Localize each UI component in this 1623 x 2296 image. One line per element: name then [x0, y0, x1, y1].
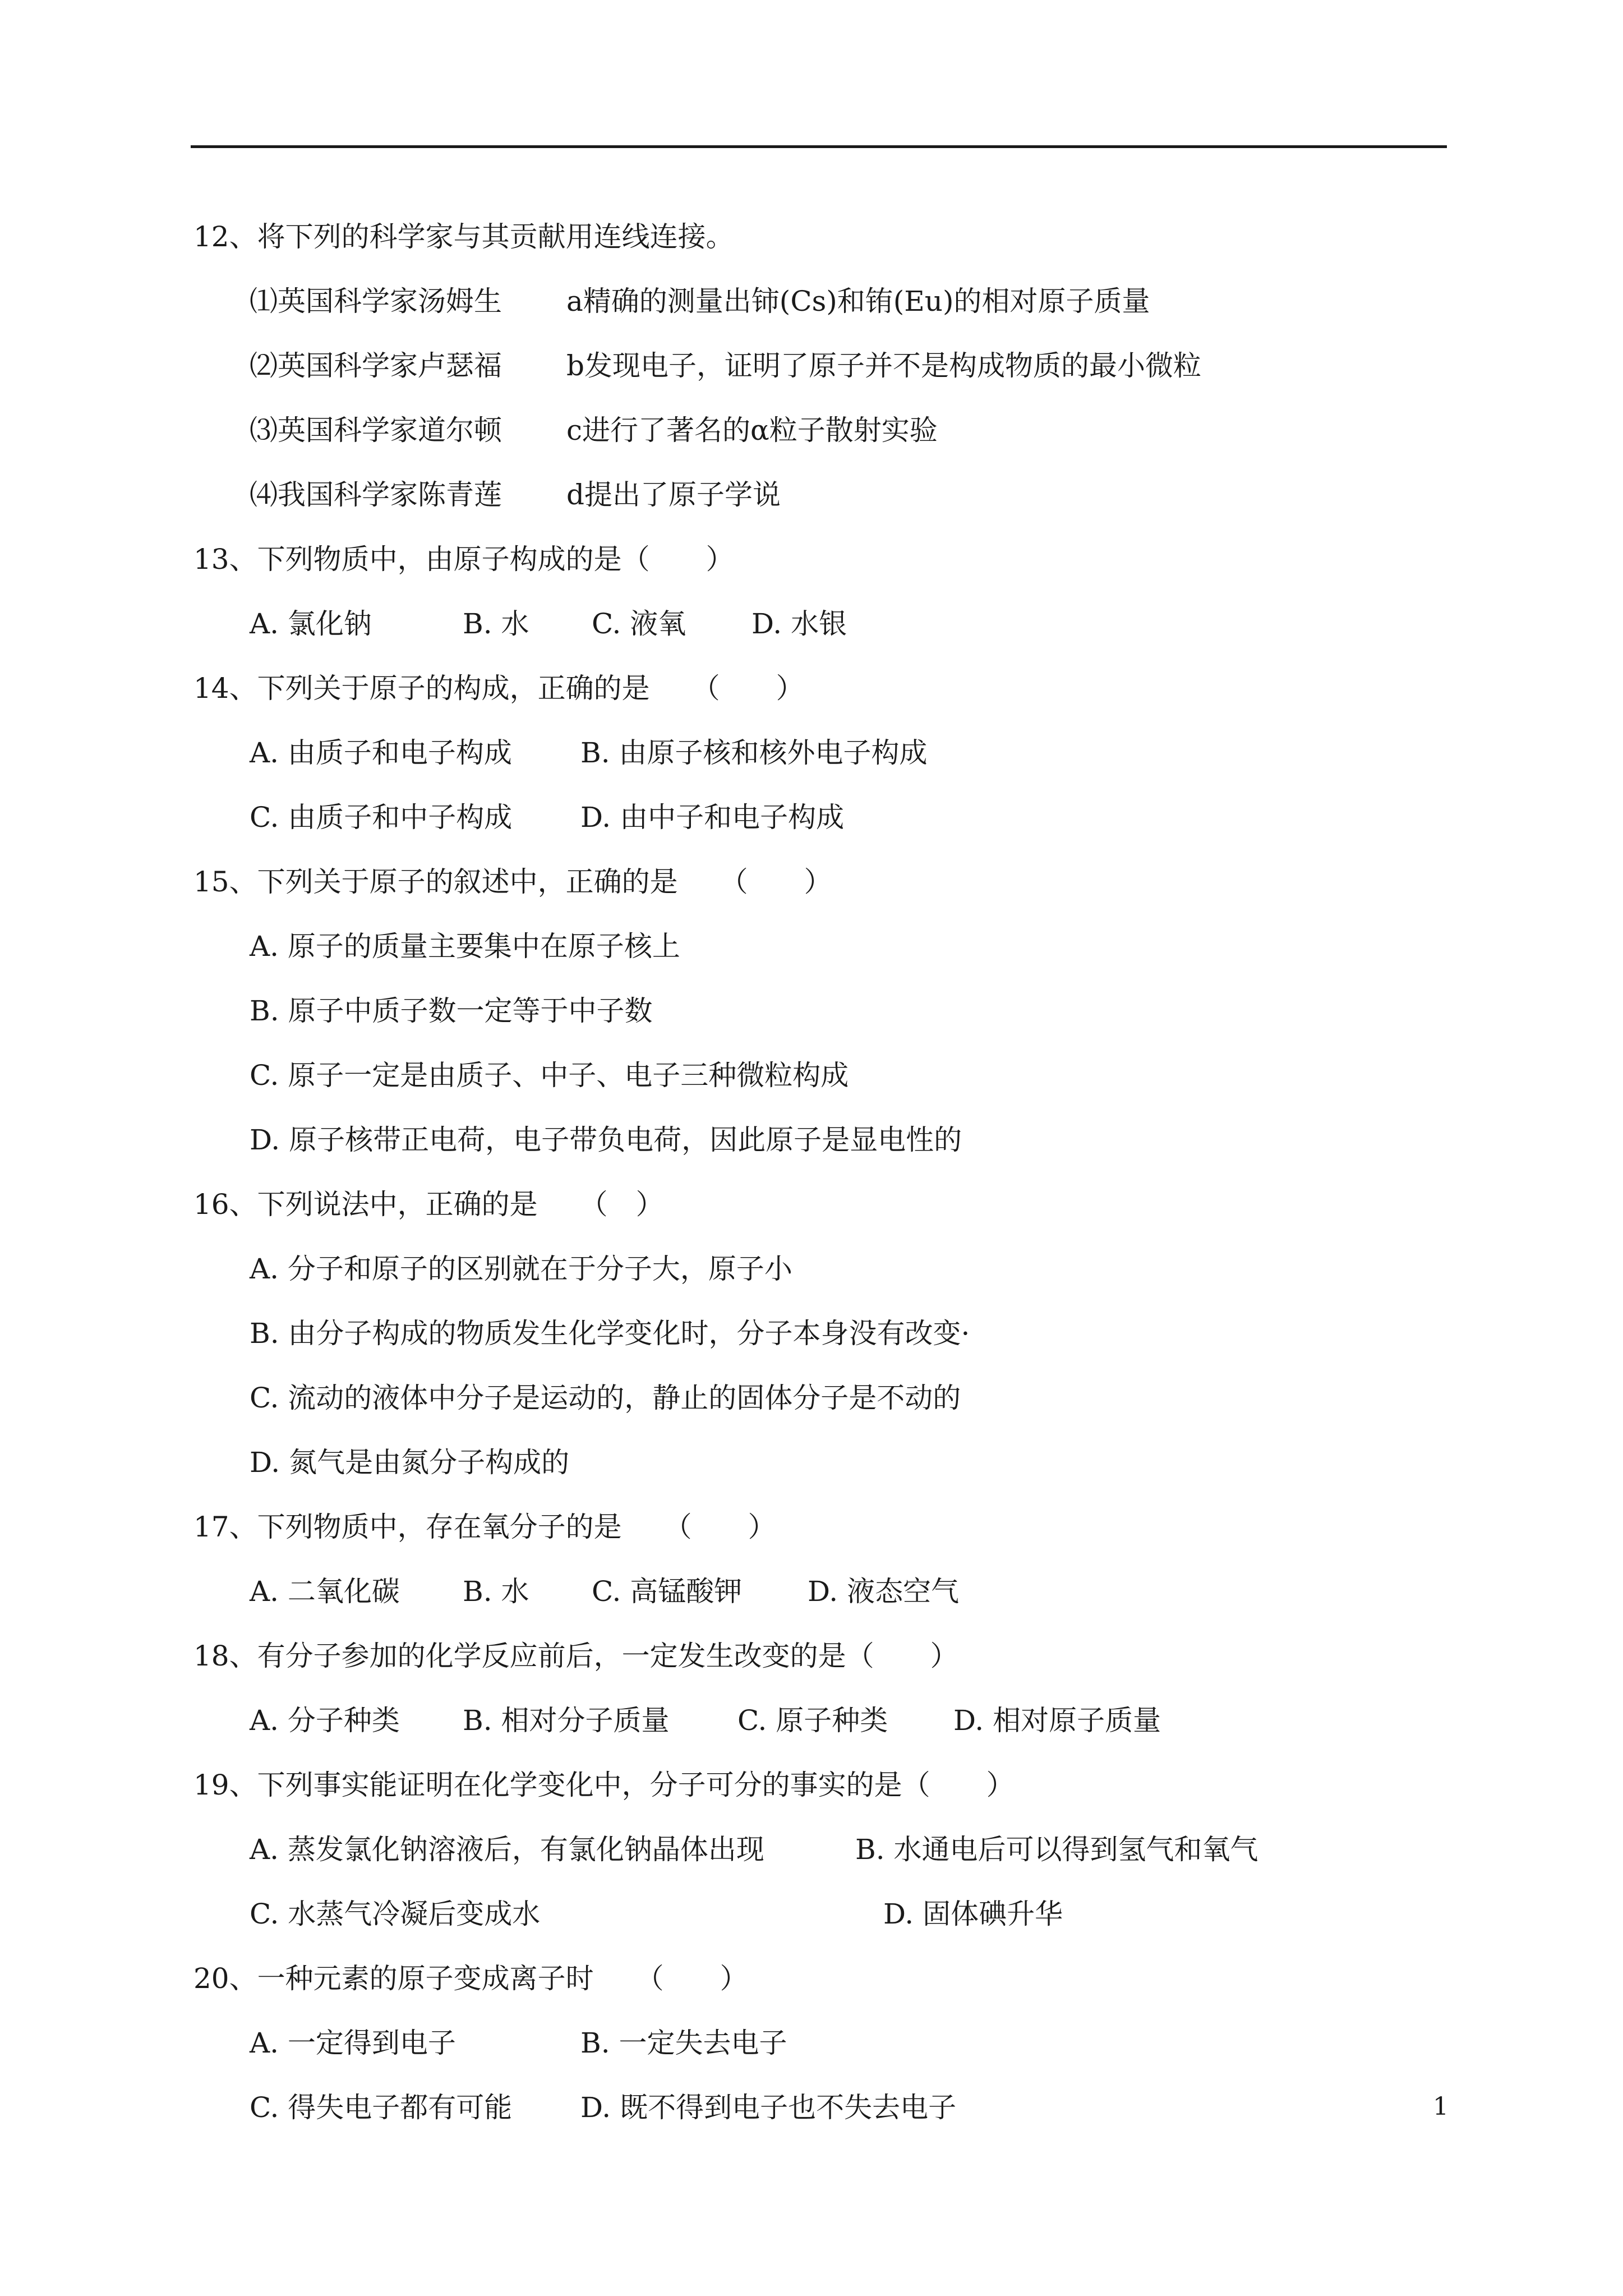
option-a: A. 二氧化碳 [250, 1575, 400, 1608]
option-a: A. 由质子和电子构成 [250, 737, 512, 769]
option-d: D. 氮气是由氮分子构成的 [250, 1446, 570, 1479]
option-d: D. 既不得到电子也不失去电子 [580, 2091, 957, 2124]
option-d: D. 水银 [751, 608, 847, 640]
option-c: C. 得失电子都有可能 [250, 2091, 513, 2124]
question-19-stem: 19、下列事实能证明在化学变化中，分子可分的事实的是（ ） [193, 1769, 1015, 1801]
question-20-options-row-2 [193, 2076, 1438, 2140]
match-row-1 [193, 269, 1438, 334]
question-19-options-row-1 [193, 1818, 1438, 1882]
option-b: B. 原子中质子数一定等于中子数 [250, 995, 653, 1027]
option-c: C. 水蒸气冷凝后变成水 [250, 1898, 541, 1930]
page-number: 1 [1433, 2092, 1449, 2121]
scientist-3: ⑶英国科学家道尔顿 [250, 414, 502, 447]
contribution-b: b发现电子，证明了原子并不是构成物质的最小微粒 [566, 349, 1202, 382]
option-a: A. 一定得到电子 [250, 2027, 456, 2059]
option-d: D. 液态空气 [808, 1575, 960, 1608]
question-12-stem: 12、将下列的科学家与其贡献用连线连接。 [193, 220, 734, 253]
question-18-options [193, 1688, 1438, 1753]
question-14-options-row-1 [193, 721, 1438, 785]
question-14-options-row-2 [193, 785, 1438, 850]
question-19-options-row-2 [193, 1882, 1438, 1947]
option-d: D. 固体碘升华 [883, 1898, 1063, 1930]
question-15-stem: 15、下列关于原子的叙述中，正确的是 （ ） [193, 866, 832, 898]
option-c: C. 高锰酸钾 [592, 1575, 743, 1608]
option-d: D. 相对原子质量 [953, 1704, 1161, 1737]
option-c: C. 由质子和中子构成 [250, 801, 513, 834]
scientist-2: ⑵英国科学家卢瑟福 [250, 349, 502, 382]
option-b: B. 水通电后可以得到氢气和氧气 [855, 1833, 1258, 1866]
scientist-4: ⑷我国科学家陈青莲 [250, 478, 502, 511]
option-a: A. 分子种类 [250, 1704, 400, 1737]
option-b: B. 一定失去电子 [580, 2027, 787, 2059]
option-b: B. 水 [463, 1575, 529, 1608]
contribution-c: c进行了著名的α粒子散射实验 [566, 414, 938, 447]
option-c: C. 原子一定是由质子、中子、电子三种微粒构成 [250, 1059, 849, 1092]
question-14-stem: 14、下列关于原子的构成，正确的是 （ ） [193, 672, 804, 705]
contribution-d: d提出了原子学说 [566, 478, 781, 511]
match-row-2 [193, 334, 1438, 398]
question-17-stem: 17、下列物质中，存在氧分子的是 （ ） [193, 1511, 776, 1543]
option-a: A. 氯化钠 [250, 608, 372, 640]
option-b: B. 由分子构成的物质发生化学变化时，分子本身没有改变· [250, 1317, 970, 1350]
option-c: C. 流动的液体中分子是运动的，静止的固体分子是不动的 [250, 1382, 961, 1414]
question-16-stem: 16、下列说法中，正确的是 （ ） [193, 1188, 664, 1221]
scientist-1: ⑴英国科学家汤姆生 [250, 285, 502, 318]
question-13-stem: 13、下列物质中，由原子构成的是（ ） [193, 543, 734, 576]
option-b: B. 相对分子质量 [463, 1704, 670, 1737]
header-rule [191, 145, 1447, 148]
option-b: B. 由原子核和核外电子构成 [580, 737, 928, 769]
option-a: A. 蒸发氯化钠溶液后，有氯化钠晶体出现 [250, 1833, 764, 1866]
question-13-options [193, 592, 1438, 656]
match-row-3 [193, 398, 1438, 463]
option-c: C. 原子种类 [737, 1704, 888, 1737]
question-list [193, 205, 1438, 2140]
option-b: B. 水 [463, 608, 529, 640]
option-d: D. 由中子和电子构成 [580, 801, 845, 834]
contribution-a: a精确的测量出铈(Cs)和铕(Eu)的相对原子质量 [566, 285, 1150, 318]
option-d: D. 原子核带正电荷，电子带负电荷，因此原子是显电性的 [250, 1124, 962, 1156]
question-18-stem: 18、有分子参加的化学反应前后，一定发生改变的是（ ） [193, 1640, 958, 1672]
option-a: A. 分子和原子的区别就在于分子大，原子小 [250, 1253, 792, 1285]
option-c: C. 液氧 [592, 608, 686, 640]
question-20-stem: 20、一种元素的原子变成离子时 （ ） [193, 1962, 748, 1995]
option-a: A. 原子的质量主要集中在原子核上 [250, 930, 680, 963]
question-17-options [193, 1559, 1438, 1624]
match-row-4 [193, 463, 1438, 527]
question-20-options-row-1 [193, 2011, 1438, 2076]
